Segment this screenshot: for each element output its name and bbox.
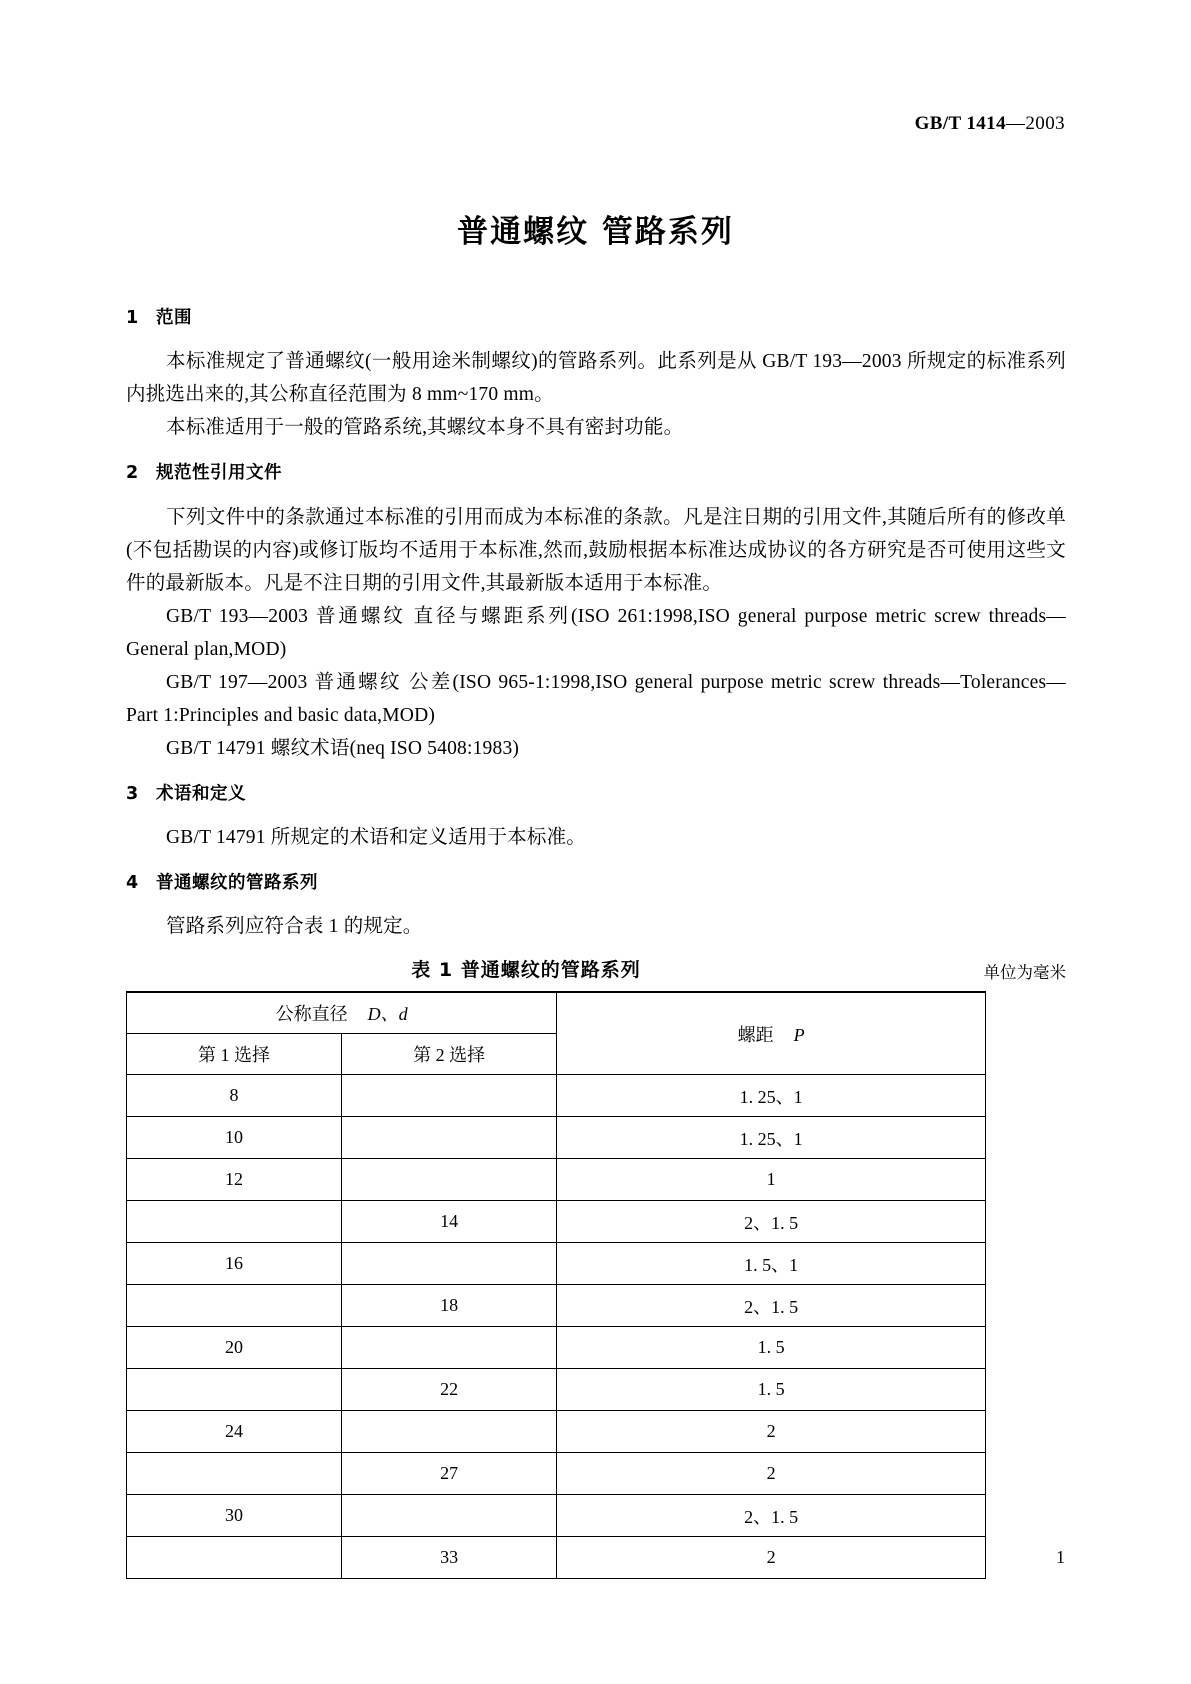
header-choice-1: 第 1 选择 bbox=[127, 1034, 342, 1075]
clause-title-2: 规范性引用文件 bbox=[156, 463, 282, 484]
cell-choice1: 30 bbox=[127, 1495, 342, 1537]
page-title: 普通螺纹 管路系列 bbox=[457, 214, 734, 250]
clause-heading-1 bbox=[126, 305, 1066, 331]
header-nominal-diameter bbox=[127, 992, 557, 1034]
table-body bbox=[127, 992, 986, 1579]
clause-number-4: 4 bbox=[126, 872, 139, 893]
table-row bbox=[127, 1537, 986, 1579]
table-row bbox=[127, 1117, 986, 1159]
table-row bbox=[127, 1243, 986, 1285]
clause-title-3: 术语和定义 bbox=[156, 783, 246, 804]
header-pitch-symbol: P bbox=[793, 1024, 805, 1045]
cell-choice1 bbox=[127, 1285, 342, 1327]
cell-choice1 bbox=[127, 1369, 342, 1411]
cell-pitch: 1. 25、1 bbox=[557, 1075, 986, 1117]
normative-reference-2: GB/T 197—2003 普通螺纹 公差(ISO 965-1:1998,ISO general purpose metric screw threads—Tolerances—Part 1:Principles and basic data,MOD) bbox=[126, 671, 1066, 726]
cell-choice1 bbox=[127, 1537, 342, 1579]
clause-number-2: 2 bbox=[126, 463, 139, 484]
clause-1-paragraph-1: 本标准规定了普通螺纹(一般用途米制螺纹)的管路系列。此系列是从 GB/T 193—2003 所规定的标准系列内挑选出来的,其公称直径范围为 8 mm~170 mm。 bbox=[126, 351, 1066, 406]
table-caption: 表 1 普通螺纹的管路系列 bbox=[411, 959, 641, 981]
cell-pitch: 1. 5、1 bbox=[557, 1243, 986, 1285]
clause-heading-4 bbox=[126, 870, 1066, 896]
pipeline-series-table bbox=[126, 991, 986, 1579]
table-caption-row bbox=[126, 955, 1066, 985]
clause-number-1: 1 bbox=[126, 308, 139, 328]
cell-pitch: 2 bbox=[557, 1537, 986, 1579]
cell-choice1: 8 bbox=[127, 1075, 342, 1117]
table-row bbox=[127, 1411, 986, 1453]
clause-title-1: 范围 bbox=[156, 308, 192, 328]
clause-2-paragraph-1: 下列文件中的条款通过本标准的引用而成为本标准的条款。凡是注日期的引用文件,其随后所有的修改单(不包括勘误的内容)或修订版均不适用于本标准,然而,鼓励根据本标准达成协议的各方研究是否可使用这些文件的最新版本。凡是不注日期的引用文件,其最新版本适用于本标准。 bbox=[126, 506, 1066, 594]
table-unit-note: 单位为毫米 bbox=[983, 963, 1066, 982]
cell-pitch: 1 bbox=[557, 1159, 986, 1201]
cell-pitch: 2、1. 5 bbox=[557, 1201, 986, 1243]
clause-4-paragraph-1: 管路系列应符合表 1 的规定。 bbox=[166, 916, 423, 937]
cell-choice1: 10 bbox=[127, 1117, 342, 1159]
cell-choice2 bbox=[342, 1159, 557, 1201]
cell-choice2: 27 bbox=[342, 1453, 557, 1495]
header-pitch bbox=[557, 992, 986, 1075]
clause-1-paragraph-2: 本标准适用于一般的管路系统,其螺纹本身不具有密封功能。 bbox=[166, 417, 684, 439]
cell-choice2: 18 bbox=[342, 1285, 557, 1327]
clause-heading-3 bbox=[126, 781, 1066, 807]
table-row bbox=[127, 1075, 986, 1117]
cell-pitch: 2、1. 5 bbox=[557, 1495, 986, 1537]
table-header-row-group bbox=[127, 992, 986, 1034]
header-choice-2: 第 2 选择 bbox=[342, 1034, 557, 1075]
cell-choice1 bbox=[127, 1453, 342, 1495]
cell-choice2 bbox=[342, 1327, 557, 1369]
page-number: 1 bbox=[1056, 1547, 1065, 1567]
cell-pitch: 1. 5 bbox=[557, 1327, 986, 1369]
document-body bbox=[126, 305, 1066, 1579]
table-row bbox=[127, 1495, 986, 1537]
cell-choice2 bbox=[342, 1495, 557, 1537]
cell-pitch: 2、1. 5 bbox=[557, 1285, 986, 1327]
table-row bbox=[127, 1201, 986, 1243]
header-nominal-diameter-label: 公称直径 bbox=[275, 1004, 348, 1024]
cell-choice1: 24 bbox=[127, 1411, 342, 1453]
cell-choice2: 33 bbox=[342, 1537, 557, 1579]
cell-choice1: 16 bbox=[127, 1243, 342, 1285]
cell-choice2: 14 bbox=[342, 1201, 557, 1243]
cell-choice2 bbox=[342, 1117, 557, 1159]
header-nominal-diameter-symbol: D、d bbox=[367, 1004, 408, 1024]
cell-choice1 bbox=[127, 1201, 342, 1243]
standard-year: 2003 bbox=[1025, 113, 1065, 134]
table-row bbox=[127, 1453, 986, 1495]
table-row bbox=[127, 1285, 986, 1327]
cell-pitch: 1. 25、1 bbox=[557, 1117, 986, 1159]
running-header bbox=[915, 113, 1065, 135]
normative-reference-3: GB/T 14791 螺纹术语(neq ISO 5408:1983) bbox=[166, 737, 520, 759]
cell-choice1: 20 bbox=[127, 1327, 342, 1369]
table-row bbox=[127, 1159, 986, 1201]
cell-choice2 bbox=[342, 1243, 557, 1285]
normative-reference-1: GB/T 193—2003 普通螺纹 直径与螺距系列(ISO 261:1998,ISO general purpose metric screw threads—General plan,MOD) bbox=[126, 605, 1066, 660]
cell-choice1: 12 bbox=[127, 1159, 342, 1201]
clause-number-3: 3 bbox=[126, 783, 139, 804]
cell-choice2 bbox=[342, 1411, 557, 1453]
cell-choice2 bbox=[342, 1075, 557, 1117]
standard-code: GB/T 1414 bbox=[914, 113, 1006, 134]
cell-pitch: 2 bbox=[557, 1453, 986, 1495]
cell-pitch: 2 bbox=[557, 1411, 986, 1453]
header-pitch-label: 螺距 bbox=[737, 1024, 774, 1045]
clause-heading-2 bbox=[126, 460, 1066, 486]
clause-title-4: 普通螺纹的管路系列 bbox=[156, 872, 318, 893]
clause-3-paragraph-1: GB/T 14791 所规定的术语和定义适用于本标准。 bbox=[166, 826, 586, 848]
table-row bbox=[127, 1369, 986, 1411]
header-separator: — bbox=[1005, 113, 1026, 134]
table-row bbox=[127, 1327, 986, 1369]
cell-choice2: 22 bbox=[342, 1369, 557, 1411]
cell-pitch: 1. 5 bbox=[557, 1369, 986, 1411]
